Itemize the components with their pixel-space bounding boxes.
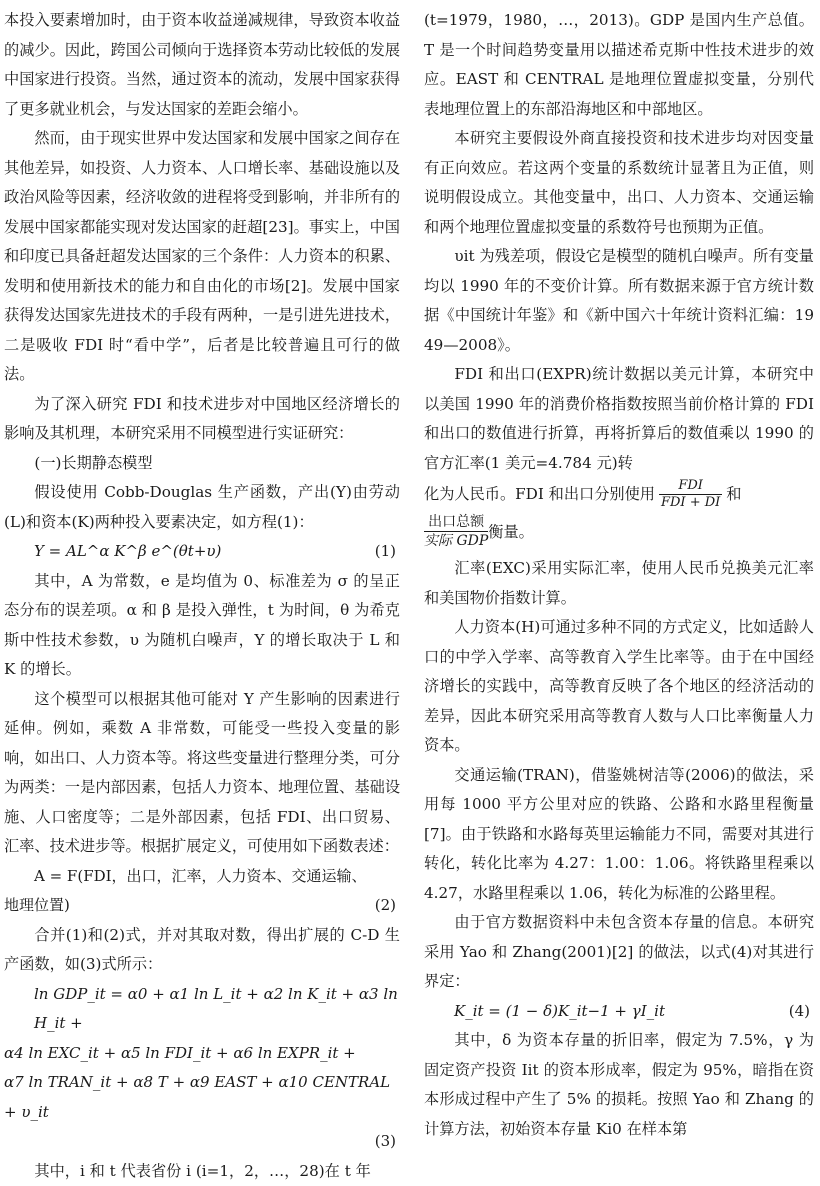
export-fraction: [424, 513, 488, 550]
right-paragraph-5: 汇率(EXC)采用实际汇率，使用人民币兑换美元汇率和美国物价指数计算。: [424, 554, 814, 613]
export-fraction-denominator: 实际 GDP: [424, 532, 488, 550]
left-paragraph-4: 假设使用 Cobb-Douglas 生产函数，产出(Y)由劳动(L)和资本(K)两种投入要素决定，如方程(1)：: [4, 478, 400, 537]
right-paragraph-8: 由于官方数据资料中未包含资本存量的信息。本研究采用 Yao 和 Zhang(2001)[2] 的做法，以式(4)对其进行界定：: [424, 908, 814, 997]
equation-3-number: (3): [4, 1127, 400, 1157]
fraction-line-1: [424, 478, 814, 511]
left-paragraph-8: 其中，i 和 t 代表省份 i (i=1，2，…，28)在 t 年: [4, 1157, 400, 1186]
left-paragraph-3: 为了深入研究 FDI 和技术进步对中国地区经济增长的影响及其机理，本研究采用不同模型进行实证研究：: [4, 390, 400, 449]
export-fraction-numerator: 出口总额: [424, 513, 488, 532]
right-paragraph-7: 交通运输(TRAN)，借鉴姚树洁等(2006)的做法，采用每 1000 平方公里对应的铁路、公路和水路里程衡量[7]。由于铁路和水路每英里运输能力不同，需要对其进行转化，转化比率为 4.27：1.00：1.06。将铁路里程乘以 4.27，水路里程乘以 1.06，转化为标准的公路里程。: [424, 761, 814, 909]
left-paragraph-2: 然而，由于现实世界中发达国家和发展中国家之间存在其他差异，如投资、人力资本、人口增长率、基础设施以及政治风险等因素，经济收敛的进程将受到影响，并非所有的发展中国家都能实现对发达国家的赶超[23]。事实上，中国和印度已具备赶超发达国家的三个条件：人力资本的积累、发明和使用新技术的能力和自由化的市场[2]。发展中国家获得发达国家先进技术的手段有两种，一是引进先进技术，二是吸收 FDI 时“看中学”，后者是比较普遍且可行的做法。: [4, 124, 400, 390]
left-paragraph-5: 其中，A 为常数，e 是均值为 0、标准差为 σ 的呈正态分布的误差项。α 和 β 是投入弹性，t 为时间，θ 为希克斯中性技术参数，υ 为随机白噪声，Y 的增长取决于 L 和 K 的增长。: [4, 567, 400, 685]
equation-4-number: (4): [789, 997, 810, 1027]
equation-2-line-1: A = F(FDI，出口，汇率，人力资本、交通运输、: [4, 862, 400, 892]
right-paragraph-4: FDI 和出口(EXPR)统计数据以美元计算，本研究中以美国 1990 年的消费价格指数按照当前价格计算的 FDI 和出口的数值进行折算，再将折算后的数值乘以 1990 的官方汇率(1 美元=4.784 元)转: [424, 360, 814, 478]
fraction-line-2: [424, 513, 814, 550]
left-paragraph-7: 合并(1)和(2)式，并对其取对数，得出扩展的 C-D 生产函数，如(3)式所示：: [4, 921, 400, 980]
equation-4: [424, 997, 814, 1027]
fdi-fraction-numerator: FDI: [659, 478, 722, 495]
section-subheading: (一)长期静态模型: [4, 449, 400, 479]
right-column: [424, 6, 814, 1144]
equation-4-text: K_it = (1 − δ)K_it−1 + γI_it: [454, 1002, 665, 1020]
fdi-fraction-denominator: FDI + DI: [659, 495, 722, 511]
right-paragraph-9: 其中，δ 为资本存量的折旧率，假定为 7.5%，γ 为固定资产投资 Iit 的资本形成率，假定为 95%，暗指在资本形成过程中产生了 5% 的损耗。按照 Yao 和 Zhang 的计算方法，初始资本存量 Ki0 在样本第: [424, 1026, 814, 1144]
left-paragraph-1: 本投入要素增加时，由于资本收益递减规律，导致资本收益的减少。因此，跨国公司倾向于选择资本劳动比较低的发展中国家进行投资。当然，通过资本的流动，发展中国家获得了更多就业机会，与发达国家的差距会缩小。: [4, 6, 400, 124]
left-paragraph-6: 这个模型可以根据其他可能对 Y 产生影响的因素进行延伸。例如，乘数 A 非常数，可能受一些投入变量的影响，如出口、人力资本等。将这些变量进行整理分类，可分为两类：一是内部因素，包括人力资本、地理位置、基础设施、人口密度等；二是外部因素，包括 FDI、出口贸易、汇率、技术进步等。根据扩展定义，可使用如下函数表述：: [4, 685, 400, 862]
equation-1-text: Y = AL^α K^β e^(θt+υ): [34, 542, 221, 560]
fraction-line-1-and: 和: [726, 480, 741, 510]
equation-3-line-1: ln GDP_it = α0 + α1 ln L_it + α2 ln K_it + α3 ln H_it +: [4, 980, 400, 1039]
equation-2-text: 地理位置): [4, 896, 70, 914]
right-paragraph-3: υit 为残差项，假设它是模型的随机白噪声。所有变量均以 1990 年的不变价计算。所有数据来源于官方统计数据《中国统计年鉴》和《新中国六十年统计资料汇编：1949—2008》。: [424, 242, 814, 360]
equation-3-line-3: α7 ln TRAN_it + α8 T + α9 EAST + α10 CENTRAL + υ_it: [4, 1068, 400, 1127]
left-column: [4, 6, 400, 1186]
fdi-fraction: [659, 478, 722, 511]
equation-1: [4, 537, 400, 567]
equation-3-line-2: α4 ln EXC_it + α5 ln FDI_it + α6 ln EXPR_it +: [4, 1039, 400, 1069]
equation-2-line-2: [4, 891, 400, 921]
equation-2-number: (2): [375, 891, 396, 921]
fraction-line-1-text: 化为人民币。FDI 和出口分别使用: [424, 480, 655, 510]
right-paragraph-1: (t=1979，1980，…，2013)。GDP 是国内生产总值。T 是一个时间趋势变量用以描述希克斯中性技术进步的效应。EAST 和 CENTRAL 是地理位置虚拟变量，分别代表地理位置上的东部沿海地区和中部地区。: [424, 6, 814, 124]
right-paragraph-6: 人力资本(H)可通过多种不同的方式定义，比如适龄人口的中学入学率、高等教育入学生比率等。由于在中国经济增长的实践中，高等教育反映了各个地区的经济活动的差异，因此本研究采用高等教育人数与人口比率衡量人力资本。: [424, 613, 814, 761]
equation-1-number: (1): [375, 537, 396, 567]
right-paragraph-2: 本研究主要假设外商直接投资和技术进步均对因变量有正向效应。若这两个变量的系数统计显著且为正值，则说明假设成立。其他变量中，出口、人力资本、交通运输和两个地理位置虚拟变量的系数符号也预期为正值。: [424, 124, 814, 242]
fraction-line-2-end: 衡量。: [488, 521, 534, 542]
